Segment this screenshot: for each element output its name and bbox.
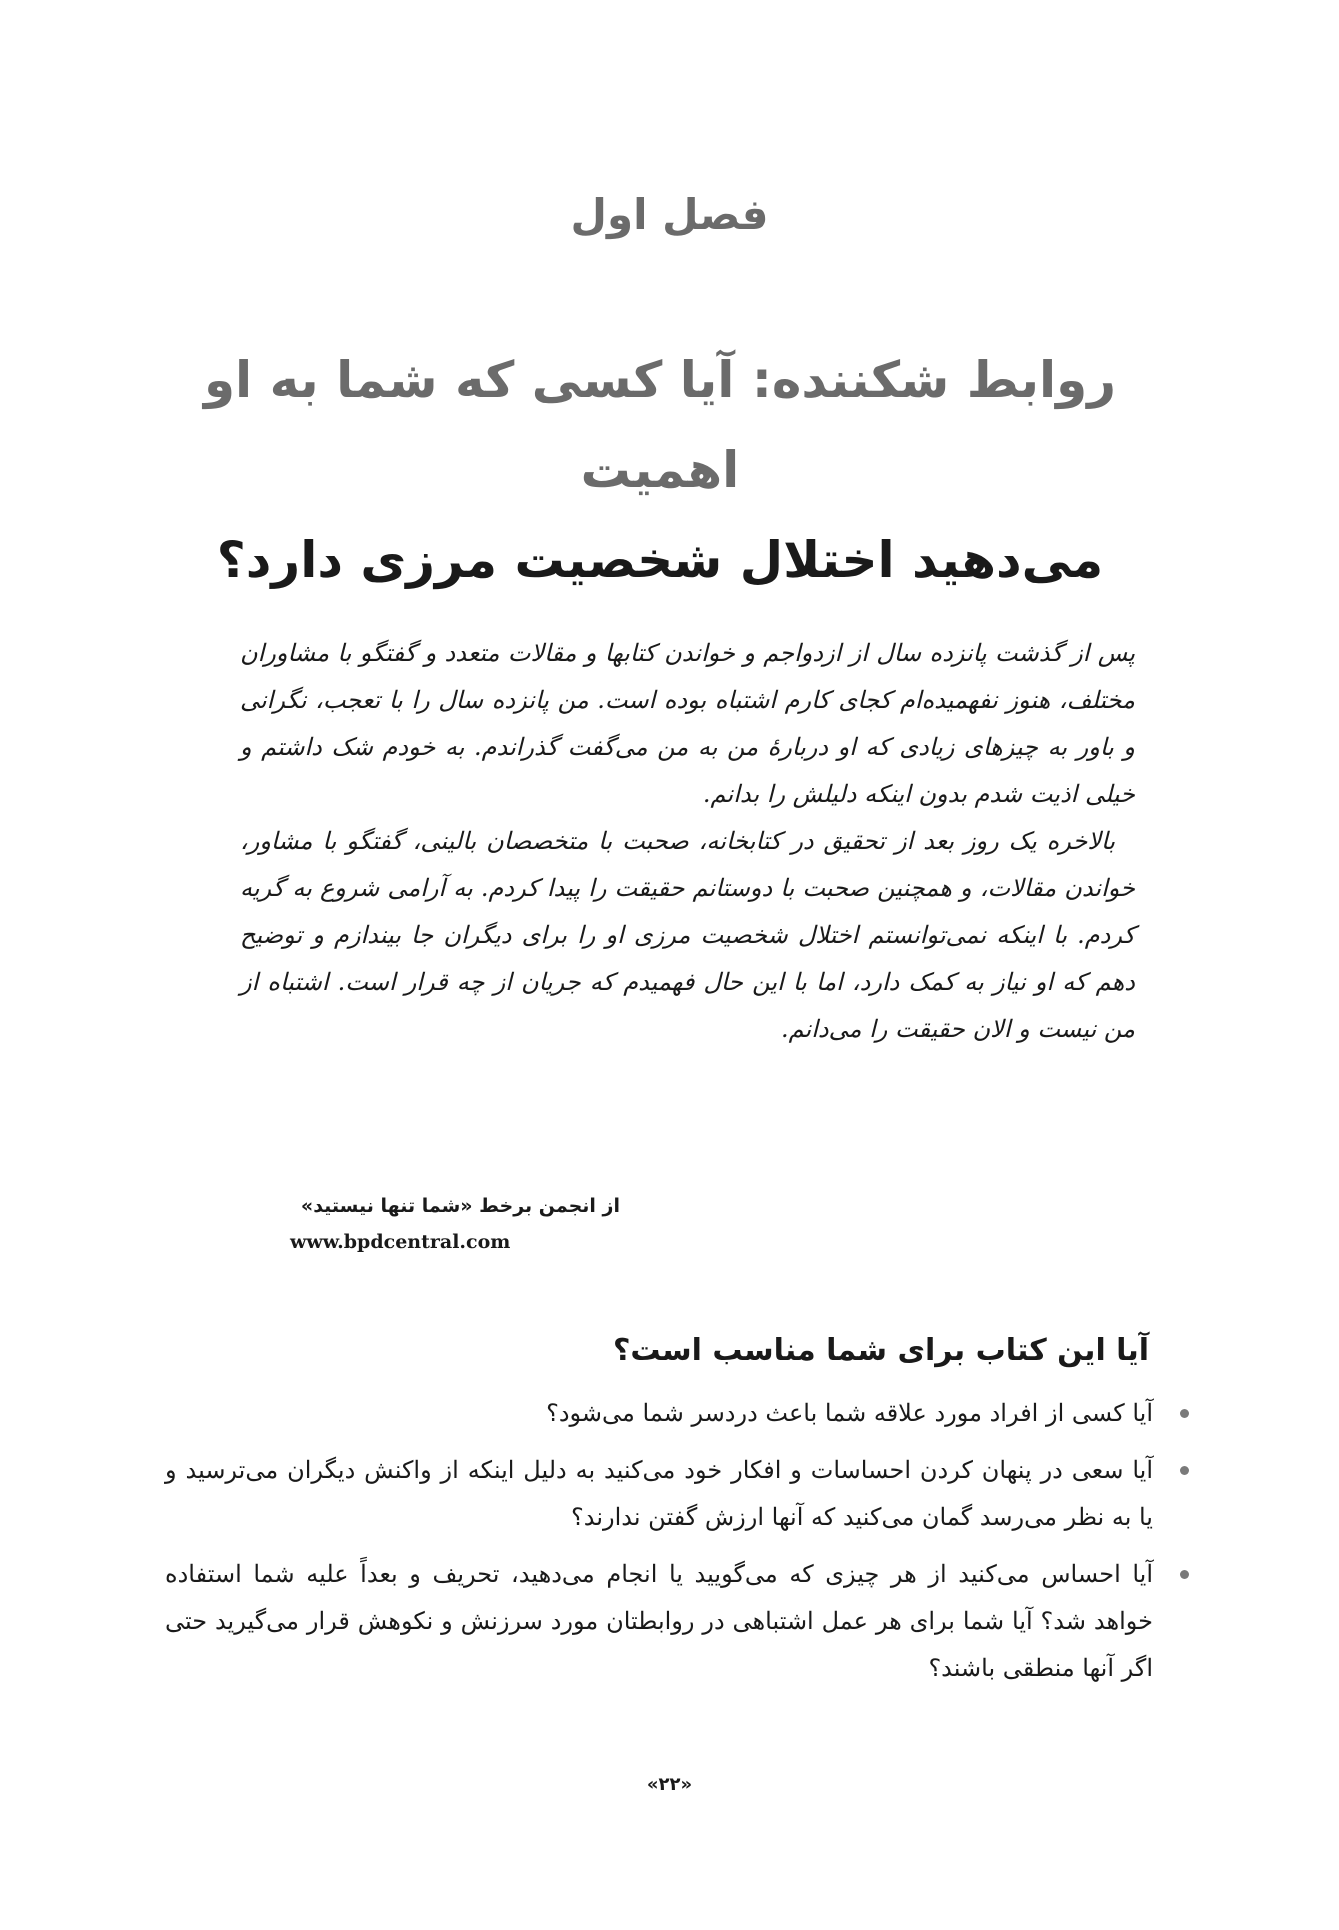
chapter-title-line-2: می‌دهید اختلال شخصیت مرزی دارد؟ (216, 531, 1104, 589)
section-heading: آیا این کتاب برای شما مناسب است؟ (612, 1333, 1149, 1368)
epigraph-quote (240, 630, 1135, 1053)
list-item (165, 1551, 1165, 1692)
chapter-label: فصل اول (570, 190, 769, 239)
list-item-text: آیا کسی از افراد مورد علاقه شما باعث دردسر شما می‌شود؟ (546, 1399, 1153, 1427)
list-item-text: آیا احساس می‌کنید از هر چیزی که می‌گویید یا انجام می‌دهید، تحریف و بعداً علیه شما استفاده خواهد شد؟ آیا شما برای هر عمل اشتباهی در روابطتان مورد سرزنش و نکوهش قرار می‌گیرید حتی اگر آنها منطقی باشند؟ (165, 1560, 1153, 1682)
attribution-url: www.bpdcentral.com (290, 1231, 511, 1253)
question-list (165, 1390, 1165, 1702)
list-item-text: آیا سعی در پنهان کردن احساسات و افکار خود می‌کنید به دلیل اینکه از واکنش دیگران می‌ترسید و یا به نظر می‌رسد گمان می‌کنید که آنها ارزش گفتن ندارند؟ (165, 1456, 1153, 1531)
attribution-source: از انجمن برخط «شما تنها نیستید» (300, 1195, 620, 1217)
list-item (165, 1447, 1165, 1541)
chapter-title (160, 335, 1160, 605)
quote-paragraph-1: پس از گذشت پانزده سال از ازدواجم و خواندن کتابها و مقالات متعدد و گفتگو با مشاوران مختلف، هنوز نفهمیده‌ام کجای کارم اشتباه بوده است. من پانزده سال را با تعجب، نگرانی و باور به چیزهای زیادی که او دربارهٔ من به من می‌گفت گذراندم. به خودم شک داشتم و خیلی اذیت شدم بدون اینکه دلیلش را بدانم. (240, 639, 1135, 808)
list-item (165, 1390, 1165, 1437)
bullet-icon (1180, 1466, 1189, 1475)
bullet-icon (1180, 1409, 1189, 1418)
quote-attribution (290, 1188, 620, 1260)
bullet-icon (1180, 1570, 1189, 1579)
page-number: «۲۲» (646, 1774, 693, 1795)
quote-paragraph-2: بالاخره یک روز بعد از تحقیق در کتابخانه، صحبت با متخصصان بالینی، گفتگو با مشاور، خواندن مقالات، و همچنین صحبت با دوستانم حقیقت را پیدا کردم. به آرامی شروع به گریه کردم. با اینکه نمی‌توانستم اختلال شخصیت مرزی او را برای دیگران جا بیندازم و توضیح دهم که او نیاز به کمک دارد، اما با این حال فهمیدم که جریان از چه قرار است. اشتباه از من نیست و الان حقیقت را می‌دانم. (240, 827, 1136, 1043)
chapter-title-line-1: روابط شکننده: آیا کسی که شما به او اهمیت (203, 351, 1117, 499)
